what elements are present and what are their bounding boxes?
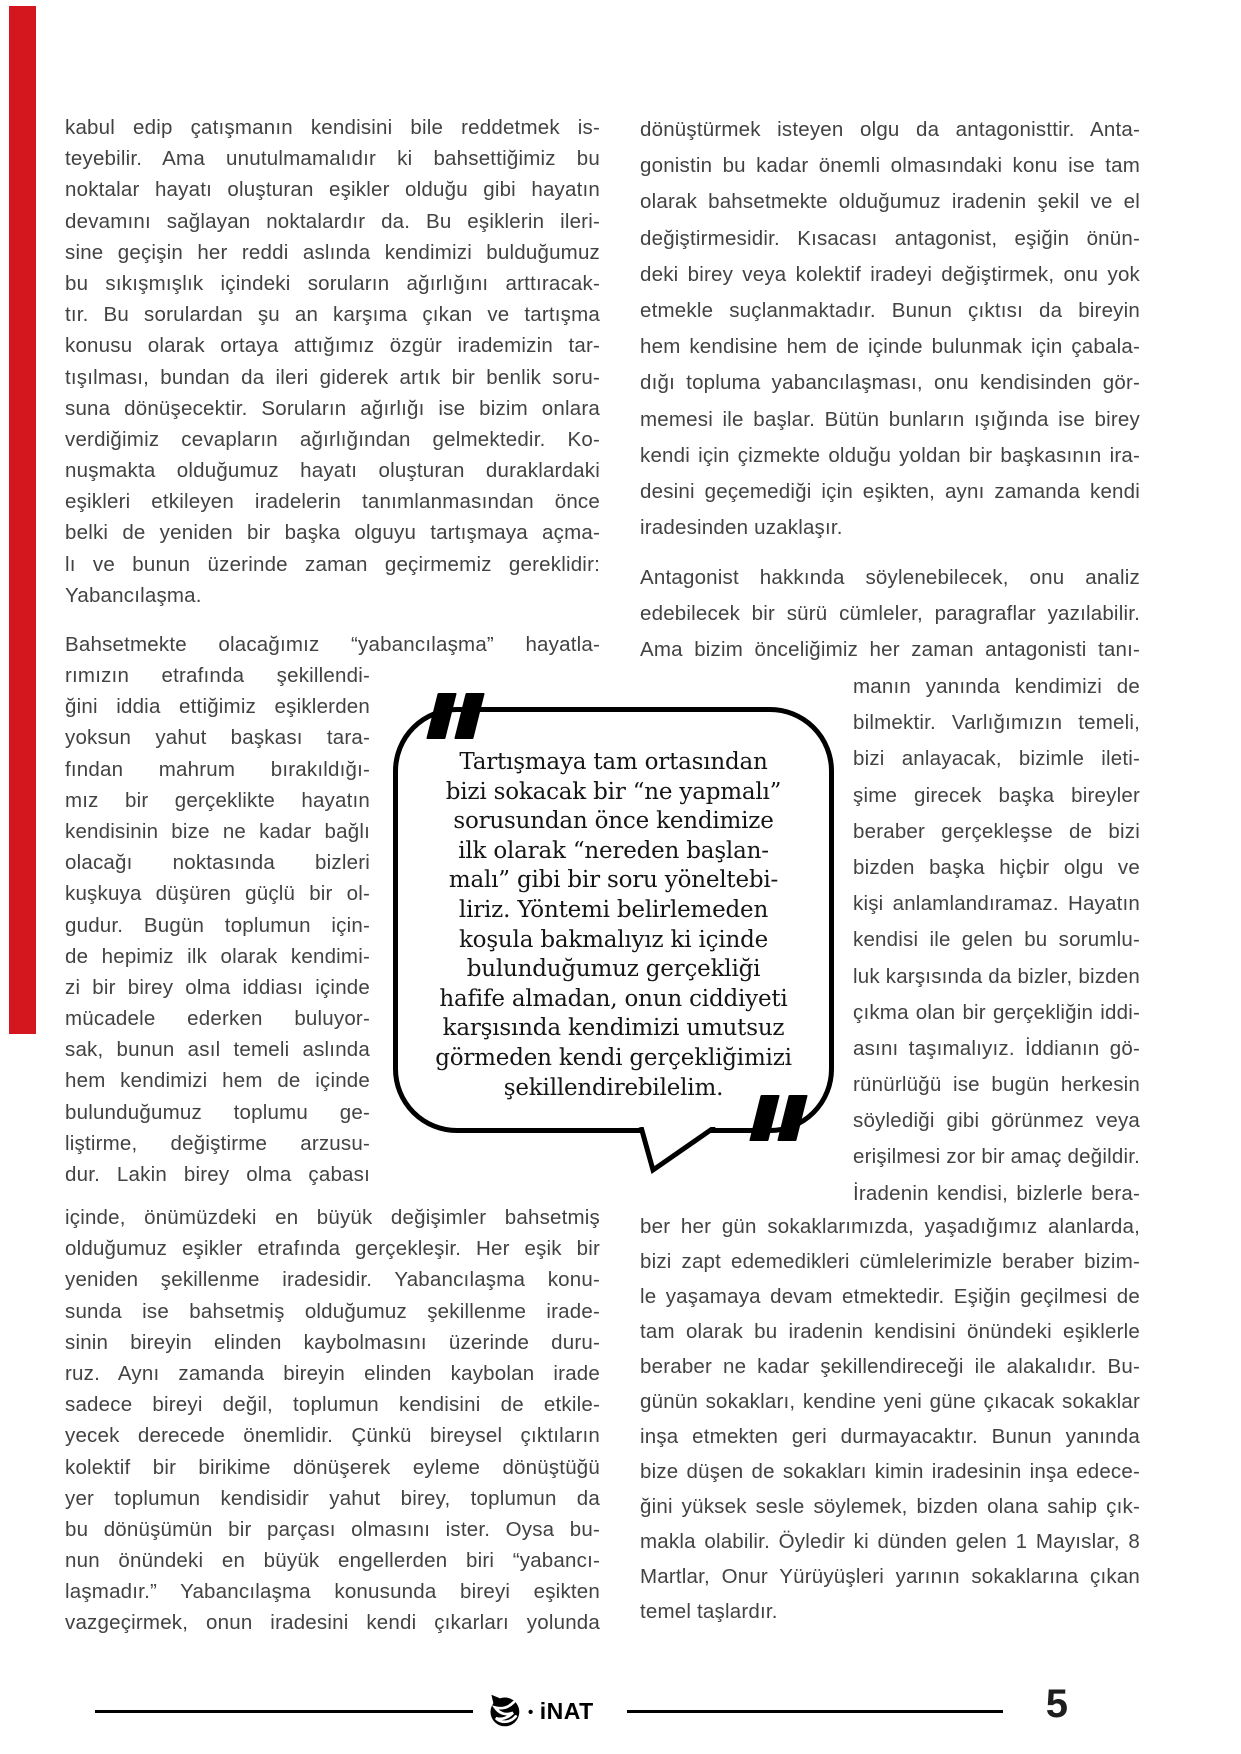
text-line: hem kendimizi hem de içinde xyxy=(65,1069,370,1093)
page-number: 5 xyxy=(1045,1682,1068,1726)
text-line: olduğumuz eşikler etrafında gerçekleşir. Her eşik bir xyxy=(65,1237,600,1261)
text-line: eşikleri etkileyen iradelerin tanımlanmasından önce xyxy=(65,490,600,514)
right-column-paragraph-2-intro xyxy=(640,560,1140,669)
text-line: görmeden kendi gerçekliğimizi xyxy=(435,1044,792,1071)
text-line: hem kendisine hem de içinde bulunmak için çabala- xyxy=(640,335,1140,359)
text-line: konusu olarak ortaya attığımız özgür irademizin tar- xyxy=(65,334,600,358)
text-line: çıkma olan bir gerçekliğin iddi- xyxy=(853,1000,1140,1024)
right-column-paragraph-2-continued xyxy=(640,1209,1140,1629)
text-line: nun önündeki en büyük engellerden biri “yabancı- xyxy=(65,1549,600,1573)
text-line: Martlar, Onur Yürüyüşleri yarının sokaklarına çıkan xyxy=(640,1565,1140,1588)
right-column-paragraph-1 xyxy=(640,112,1140,546)
text-line: rımızın etrafında şekillendi- xyxy=(65,664,370,687)
text-line: rünürlüğü ise bugün herkesin xyxy=(853,1073,1140,1097)
text-line: ğini yüksek sesle söylemek, bizden olana sahip çık- xyxy=(640,1495,1140,1518)
text-line: sine geçişin her reddi aslında kendimizi bulduğumuz xyxy=(65,240,600,264)
text-line: şime girecek başka bireyler xyxy=(853,783,1140,807)
text-line: bizi zapt edemedikleri cümlelerimizle beraber bizim- xyxy=(640,1250,1140,1273)
text-line: kişi anlamlandıramaz. Hayatın xyxy=(853,892,1140,916)
text-line: noktalar hayatı oluşturan eşikler olduğu gibi hayatın xyxy=(65,178,600,202)
text-line: içinde, önümüzdeki en büyük değişimler bahsetmiş xyxy=(65,1206,600,1229)
footer-rule-left xyxy=(95,1710,473,1713)
text-line: bizi sokacak bir “ne yapmalı” xyxy=(445,778,782,805)
left-accent-stripe xyxy=(9,6,36,1034)
text-line: liştirme, değiştirme arzusu- xyxy=(65,1131,370,1155)
text-line: kuşkuya düşüren güçlü bir ol- xyxy=(65,882,370,906)
text-line: ruz. Aynı zamanda bireyin elinden kaybolan irade xyxy=(65,1361,600,1385)
text-line: asını taşımalıyız. İddianın gö- xyxy=(853,1036,1140,1060)
left-column-paragraph-1 xyxy=(65,112,600,611)
right-column-paragraph-2-narrow xyxy=(853,669,1140,1212)
text-line: Antagonist hakkında söylenebilecek, onu analiz xyxy=(640,566,1140,589)
text-line: tam olarak bu iradenin kendisini önündeki eşiklerle xyxy=(640,1320,1140,1343)
text-line: şekillendirebilelim. xyxy=(503,1074,724,1101)
text-line: yeniden şekillenme iradesidir. Yabancılaşma konu- xyxy=(65,1268,600,1292)
text-line: kendi için çizmekte olduğu yoldan bir başkasının ira- xyxy=(640,443,1140,467)
text-line: tır. Bu sorulardan şu an karşıma çıkan ve tartışma xyxy=(65,303,600,327)
text-line: gudur. Bugün toplumun için- xyxy=(65,913,370,937)
text-line: de hepimiz ilk olarak kendimi- xyxy=(65,944,370,968)
left-column-paragraph-2-intro xyxy=(65,629,600,660)
text-line: zi bir birey olma iddiası içinde xyxy=(65,975,370,999)
text-line: malı” gibi bir soru yöneltebi- xyxy=(448,867,779,894)
text-line: liriz. Yöntemi belirlemeden xyxy=(458,896,769,923)
text-line: yecek derecede önemlidir. Çünkü bireysel çıktıların xyxy=(65,1424,600,1448)
text-line: yoksun yahut başkası tara- xyxy=(65,726,370,750)
footer-bullet: • xyxy=(528,1704,534,1721)
text-line: beraber gerçekleşse de bizi xyxy=(853,819,1140,843)
text-line: sunda ise bahsetmiş olduğumuz şekillenme irade- xyxy=(65,1299,600,1323)
text-line: fından mahrum bırakıldığı- xyxy=(65,757,370,781)
inat-logo-icon xyxy=(486,1693,522,1729)
text-line: söylediği gibi görünmez veya xyxy=(853,1109,1140,1133)
text-line: suna dönüşecektir. Soruların ağırlığı ise bizim onlara xyxy=(65,396,600,420)
text-line: ber her gün sokaklarımızda, yaşadığımız alanlarda, xyxy=(640,1215,1140,1238)
left-column-paragraph-2-continued xyxy=(65,1202,600,1639)
text-line: sadece bireyi değil, toplumun kendisini de etkile- xyxy=(65,1393,600,1417)
text-line: kendisinin bize ne kadar bağlı xyxy=(65,819,370,843)
text-line: İradenin kendisi, bizlerle bera- xyxy=(853,1181,1140,1205)
text-line: tışılması, bundan da ileri giderek artık bir benlik soru- xyxy=(65,365,600,389)
text-line: bulunduğumuz gerçekliği xyxy=(466,956,761,983)
text-line: hafife almadan, onun ciddiyeti xyxy=(439,985,788,1012)
text-line: nuşmakta olduğumuz hayatı oluşturan duraklardaki xyxy=(65,459,600,483)
text-line: koşula bakmalıyız ki içinde xyxy=(458,926,769,953)
text-line: gonistin bu kadar önemli olmasındaki konu ise tam xyxy=(640,154,1140,178)
text-line: edebilecek bir sürü cümleler, paragraflar yazılabilir. xyxy=(640,602,1140,626)
text-line: lı ve bunun üzerinde zaman geçirmemiz gereklidir: xyxy=(65,552,600,576)
text-line: sak, bunun asıl temeli aslında xyxy=(65,1038,370,1062)
text-line: ilk olarak “nereden başlan- xyxy=(458,837,769,864)
text-line: bize düşen de sokakları kimin iradesinin inşa edece- xyxy=(640,1460,1140,1483)
text-line: luk karşısında da bizler, bizden xyxy=(853,964,1140,988)
text-line: Yabancılaşma. xyxy=(65,583,202,607)
text-line: dur. Lakin birey olma çabası xyxy=(65,1163,370,1186)
text-line: memesi ile başlar. Bütün bunların ışığında ise birey xyxy=(640,407,1140,431)
text-line: vazgeçirmek, onun iradesini kendi çıkarları yolunda xyxy=(65,1611,600,1635)
text-line: dığı topluma yabancılaşması, onu kendisinden gör- xyxy=(640,371,1140,395)
text-line: bizden başka hiçbir olgu ve xyxy=(853,855,1140,879)
text-line: kolektif bir birikime dönüşerek eyleme dönüştüğü xyxy=(65,1455,600,1479)
text-line: iradesinden uzaklaşır. xyxy=(640,516,843,540)
text-line: bu dönüşümün bir parçası olmasını ister. Oysa bu- xyxy=(65,1517,600,1541)
left-column-paragraph-2-narrow xyxy=(65,660,370,1190)
text-line: erişilmesi zor bir amaç değildir. xyxy=(853,1145,1140,1169)
pull-quote-bubble-tail-icon xyxy=(600,1127,740,1182)
text-line: deki birey veya kolektif iradeyi değiştirmek, onu yok xyxy=(640,262,1140,286)
text-line: kabul edip çatışmanın kendisini bile reddetmek is- xyxy=(65,116,600,139)
pull-quote-text xyxy=(403,748,824,1103)
text-line: temel taşlardır. xyxy=(640,1600,778,1623)
text-line: kendisi ile gelen bu sorumlu- xyxy=(853,928,1140,952)
text-line: sorusundan önce kendimize xyxy=(453,808,774,835)
text-line: etmekle suçlanmaktadır. Bunun çıktısı da bireyin xyxy=(640,298,1140,322)
text-line: verdiğimiz cevapların ağırlığından gelmektedir. Ko- xyxy=(65,427,600,451)
text-line: beraber ne kadar şekillendireceği ile alakalıdır. Bu- xyxy=(640,1355,1140,1378)
text-line: ğini iddia ettiğimiz eşiklerden xyxy=(65,695,370,719)
text-line: bulunduğumuz toplumu ge- xyxy=(65,1100,370,1124)
text-line: desini geçemediği için eşikten, aynı zamanda kendi xyxy=(640,479,1140,503)
text-line: belki de yeniden bir başka olguyu tartışmaya açma- xyxy=(65,521,600,545)
text-line: bilmektir. Varlığımızın temeli, xyxy=(853,711,1140,735)
text-line: laşmadır.” Yabancılaşma konusunda bireyi eşikten xyxy=(65,1580,600,1604)
text-line: değiştirmesidir. Kısacası antagonist, eşiğin önün- xyxy=(640,226,1140,250)
text-line: inşa etmekten geri durmayacaktır. Bunun yanında xyxy=(640,1425,1140,1448)
text-line: olacağı noktasında bizleri xyxy=(65,851,370,875)
text-line: mız bir gerçeklikte hayatın xyxy=(65,788,370,812)
text-line: teyebilir. Ama unutulmamalıdır ki bahsettiğimiz bu xyxy=(65,147,600,171)
text-line: olarak bahsetmekte olduğumuz iradenin şekil ve el xyxy=(640,190,1140,214)
footer-rule-right xyxy=(627,1710,1003,1713)
text-line: günün sokakları, kendine yeni güne çıkacak sokaklar xyxy=(640,1390,1140,1413)
footer-brand-label: iNAT xyxy=(539,1698,594,1724)
text-line: le yaşamaya devam etmektedir. Eşiğin geçilmesi de xyxy=(640,1285,1140,1308)
text-line: yer toplumun kendisidir yahut birey, toplumun da xyxy=(65,1486,600,1510)
open-quote-icon xyxy=(424,693,490,739)
text-line: dönüştürmek isteyen olgu da antagonisttir. Anta- xyxy=(640,118,1140,141)
footer-brand xyxy=(528,1698,594,1725)
text-line: Tartışmaya tam ortasından xyxy=(459,749,768,775)
text-line: mücadele ederken buluyor- xyxy=(65,1007,370,1031)
text-line: makla olabilir. Öyledir ki dünden gelen 1 Mayıslar, 8 xyxy=(640,1530,1140,1553)
text-line: bizi anlayacak, bizimle ileti- xyxy=(853,747,1140,771)
text-line: karşısında kendimizi umutsuz xyxy=(442,1015,785,1042)
text-line: sinin bireyin elinden kaybolmasını üzerinde duru- xyxy=(65,1330,600,1354)
text-line: devamını sağlayan noktalardır da. Bu eşiklerin ileri- xyxy=(65,209,600,233)
text-line: Ama bizim önceliğimiz her zaman antagonisti tanı- xyxy=(640,638,1140,662)
text-line: bu sıkışmışlık içindeki soruların ağırlığını arttıracak- xyxy=(65,271,600,295)
text-line: Bahsetmekte olacağımız “yabancılaşma” hayatla- xyxy=(65,633,600,656)
text-line: manın yanında kendimizi de xyxy=(853,675,1140,698)
